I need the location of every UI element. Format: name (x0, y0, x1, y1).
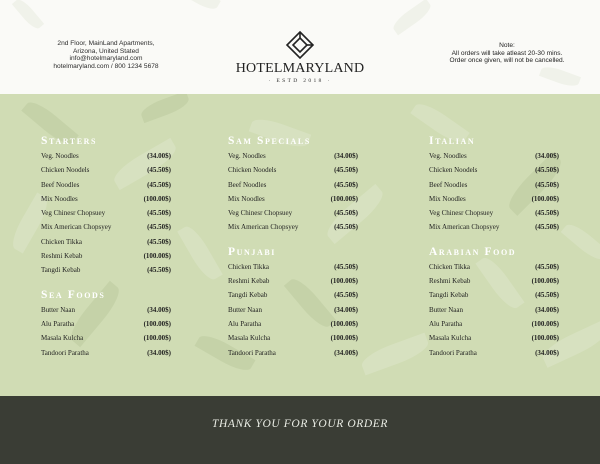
menu-item-price: (45.50$) (535, 262, 559, 271)
menu-item-name: Butter Naan (41, 305, 76, 314)
note-line-1: All orders will take atleast 20-30 mins. (451, 49, 563, 57)
menu-item (41, 318, 171, 332)
menu-item-price: (34.00$) (334, 152, 358, 160)
menu-item (429, 261, 559, 275)
menu-item (228, 221, 358, 235)
menu-item-price: (45.50$) (147, 166, 171, 175)
leaf-decoration (359, 333, 432, 376)
menu-item (41, 179, 171, 193)
section-title: Arabian Food (429, 245, 517, 258)
menu-item-name: Alu Paratha (228, 319, 262, 328)
menu-item (228, 261, 358, 275)
menu-item-price: (100.00$) (531, 277, 559, 286)
menu-header (0, 0, 600, 94)
contact-info (41, 40, 171, 70)
menu-item (429, 347, 559, 361)
menu-item (429, 318, 559, 332)
address-line-1: 2nd Floor, MainLand Apartments, (57, 40, 155, 47)
menu-item-price: (45.50$) (535, 291, 559, 300)
menu-item-name: Veg. Noodles (228, 152, 266, 160)
menu-item (41, 304, 171, 318)
menu-item-name: Veg. Noodles (429, 152, 467, 160)
menu-item (228, 193, 358, 207)
menu-column-center (228, 134, 358, 361)
diamond-logo-icon (285, 30, 315, 60)
menu-item-price: (34.00$) (147, 305, 171, 314)
menu-item (41, 264, 171, 278)
menu-item-name: Mix Noodles (228, 194, 265, 203)
section-title: Sea Foods (41, 288, 106, 301)
menu-item (228, 150, 358, 164)
menu-item (228, 347, 358, 361)
menu-item-price: (34.00$) (147, 348, 171, 357)
menu-item-name: Masala Kulcha (228, 334, 271, 343)
established-year: · ESTD 2018 · (268, 78, 332, 84)
section-title: Starters (41, 135, 98, 147)
menu-item-price: (34.00$) (535, 305, 559, 314)
menu-item-price: (45.50$) (334, 209, 358, 218)
menu-item-name: Butter Naan (228, 305, 263, 314)
menu-item (429, 221, 559, 235)
email-text: info@hotelmaryland.com (69, 55, 143, 63)
menu-item-price: (45.50$) (334, 262, 358, 271)
menu-item (41, 332, 171, 346)
menu-item (41, 150, 171, 164)
menu-item-name: Butter Naan (429, 305, 464, 314)
website-phone-text: hotelmaryland.com / 800 1234 5678 (53, 62, 159, 70)
menu-item-name: Tangdi Kebab (228, 291, 268, 300)
menu-item-price: (100.00$) (143, 319, 171, 328)
menu-item (429, 207, 559, 221)
menu-item-name: Chicken Noodels (429, 166, 478, 175)
menu-item-name: Reshmi Kebab (228, 277, 270, 286)
menu-item-name: Mix American Chopsyey (41, 223, 112, 232)
menu-item-price: (100.00$) (330, 194, 358, 203)
menu-item-price: (100.00$) (531, 194, 559, 203)
leaf-decoration (12, 0, 44, 32)
address-line-2: Arizona, United Stated (73, 47, 139, 55)
hotel-name: HOTELMARYLAND (235, 61, 365, 76)
menu-item (41, 164, 171, 178)
menu-item-name: Tandoori Paratha (429, 348, 477, 357)
menu-item-price: (100.00$) (330, 319, 358, 328)
menu-item (228, 289, 358, 303)
menu-item (41, 221, 171, 235)
menu-item-name: Mix Noodles (41, 194, 78, 203)
menu-item (429, 275, 559, 289)
menu-item-name: Veg. Noodles (41, 152, 79, 160)
menu-item-price: (34.00$) (147, 152, 171, 160)
menu-item-name: Chicken Tikka (41, 237, 83, 246)
menu-item (228, 304, 358, 318)
menu-item-name: Reshmi Kebab (41, 252, 83, 261)
menu-item (228, 207, 358, 221)
menu-item-name: Chicken Noodels (228, 166, 277, 175)
menu-item-price: (45.50$) (147, 180, 171, 189)
section-title: Sam Specials (228, 135, 311, 147)
menu-item (429, 164, 559, 178)
menu-item-price: (45.50$) (535, 223, 559, 232)
menu-item-name: Chicken Tikka (429, 262, 471, 271)
menu-item-price: (34.00$) (334, 348, 358, 357)
menu-item-name: Reshmi Kebab (429, 277, 471, 286)
menu-item-name: Tandoori Paratha (41, 348, 89, 357)
menu-item-price: (45.50$) (535, 209, 559, 218)
menu-item-price: (45.50$) (147, 266, 171, 275)
menu-item-name: Beef Noodles (228, 180, 267, 189)
leaf-decoration (139, 94, 191, 123)
menu-item (228, 164, 358, 178)
menu-item-price: (45.50$) (535, 166, 559, 175)
menu-item (41, 193, 171, 207)
menu-item (228, 179, 358, 193)
menu-item-name: Beef Noodles (41, 180, 80, 189)
menu-item (429, 289, 559, 303)
menu-item (41, 347, 171, 361)
note-title: Note: (499, 42, 515, 49)
menu-item-name: Tandoori Paratha (228, 348, 276, 357)
menu-column-right (429, 134, 559, 361)
menu-item (429, 193, 559, 207)
menu-item-price: (34.00$) (334, 305, 358, 314)
menu-item (429, 304, 559, 318)
section-title: Punjabi (228, 245, 277, 258)
menu-item-price: (45.50$) (334, 180, 358, 189)
menu-item-price: (45.50$) (334, 223, 358, 232)
menu-body (0, 94, 600, 396)
menu-item-price: (45.50$) (334, 291, 358, 300)
menu-item-price: (100.00$) (531, 334, 559, 343)
menu-item-name: Chicken Noodels (41, 166, 90, 175)
menu-item-price: (45.50$) (535, 180, 559, 189)
menu-item (429, 332, 559, 346)
menu-item (429, 179, 559, 193)
menu-item-name: Alu Paratha (41, 319, 75, 328)
menu-item (41, 236, 171, 250)
menu-column-left (41, 134, 171, 361)
section-title: Italian (429, 135, 476, 147)
menu-item-name: Alu Paratha (429, 319, 463, 328)
menu-item-price: (100.00$) (143, 334, 171, 343)
leaf-decoration (539, 64, 581, 90)
menu-item-price: (45.50$) (147, 223, 171, 232)
menu-item-price: (100.00$) (330, 334, 358, 343)
menu-item-price: (100.00$) (143, 194, 171, 203)
menu-item-price: (100.00$) (330, 277, 358, 286)
menu-item-price: (45.50$) (334, 166, 358, 175)
menu-item (228, 332, 358, 346)
menu-item (429, 150, 559, 164)
menu-item (228, 318, 358, 332)
menu-item (41, 250, 171, 264)
leaf-decoration (177, 223, 223, 284)
menu-item-name: Veg Chinesr Chopsuey (228, 209, 293, 218)
thank-you-text: THANK YOU FOR YOUR ORDER (211, 418, 389, 430)
menu-item-price: (100.00$) (143, 252, 171, 261)
note-line-2: Order once given, will not be cancelled. (449, 57, 565, 65)
menu-item (228, 275, 358, 289)
menu-item-name: Tangdi Kebab (41, 266, 81, 275)
menu-item-price: (100.00$) (531, 319, 559, 328)
order-note (437, 42, 577, 65)
menu-item-name: Beef Noodles (429, 180, 468, 189)
menu-item-price: (34.00$) (535, 152, 559, 160)
menu-item-name: Mix American Chopsyey (429, 223, 500, 232)
menu-item-name: Tangdi Kebab (429, 291, 469, 300)
menu-item-price: (45.50$) (147, 237, 171, 246)
brand-logo (230, 30, 370, 84)
menu-item-price: (45.50$) (147, 209, 171, 218)
menu-item-price: (34.00$) (535, 348, 559, 357)
menu-item-name: Chicken Tikka (228, 262, 270, 271)
menu-item-name: Mix American Chopsyey (228, 223, 299, 232)
leaf-decoration (561, 220, 600, 264)
menu-item-name: Veg Chinesr Chopsuey (41, 209, 106, 218)
menu-item-name: Masala Kulcha (41, 334, 84, 343)
menu-item-name: Masala Kulcha (429, 334, 472, 343)
menu-item (41, 207, 171, 221)
menu-footer (0, 396, 600, 464)
leaf-decoration (179, 0, 221, 13)
leaf-decoration (390, 0, 434, 35)
menu-item-name: Veg Chinesr Chopsuey (429, 209, 494, 218)
menu-item-name: Mix Noodles (429, 194, 466, 203)
